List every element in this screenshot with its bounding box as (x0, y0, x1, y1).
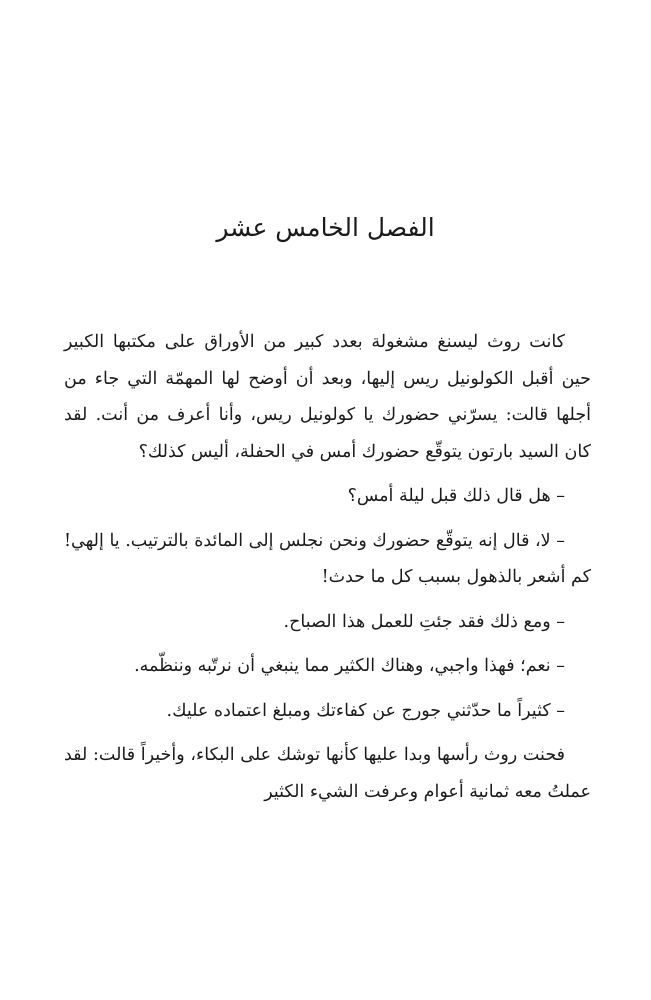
dialog-line-5: – كثيراً ما حدّثني جورج عن كفاءتك ومبلغ اعتماده عليك. (166, 700, 565, 721)
dialog-line-4: – نعم؛ فهذا واجبي، وهناك الكثير مما ينبغي أن نرتّبه وننظّمه. (134, 656, 565, 676)
dialog-line-1: – هل قال ذلك قبل ليلة أمس؟ (347, 486, 565, 506)
chapter-body (64, 324, 591, 810)
dialog-line-2: – لا، قال إنه يتوقّع حضورك ونحن نجلس إلى المائدة بالترتيب. يا إلهي! كم أشعر بالذهول بسبب كل ما حدث! (64, 530, 591, 587)
chapter-title: الفصل الخامس عشر (216, 213, 435, 242)
paragraph-1: كانت روث ليسنغ مشغولة بعدد كبير من الأوراق على مكتبها الكبير حين أقبل الكولونيل ريس إليها، وبعد أن أوضح لها المهمّة التي جاء من أجلها قالت: يسرّني حضورك يا كولونيل ريس، وأنا أعرف من أنت. لقد كان السيد بارتون يتوقّع حضورك أمس في الحفلة، أليس كذلك؟ (64, 332, 591, 462)
paragraph-2: فحنت روث رأسها وبدا عليها كأنها توشك على البكاء، وأخيراً قالت: لقد عملتُ معه ثمانية أعوام وعرفت الشيء الكثير (64, 745, 591, 802)
dialog-line-3: – ومع ذلك فقد جئتِ للعمل هذا الصباح. (283, 611, 565, 632)
